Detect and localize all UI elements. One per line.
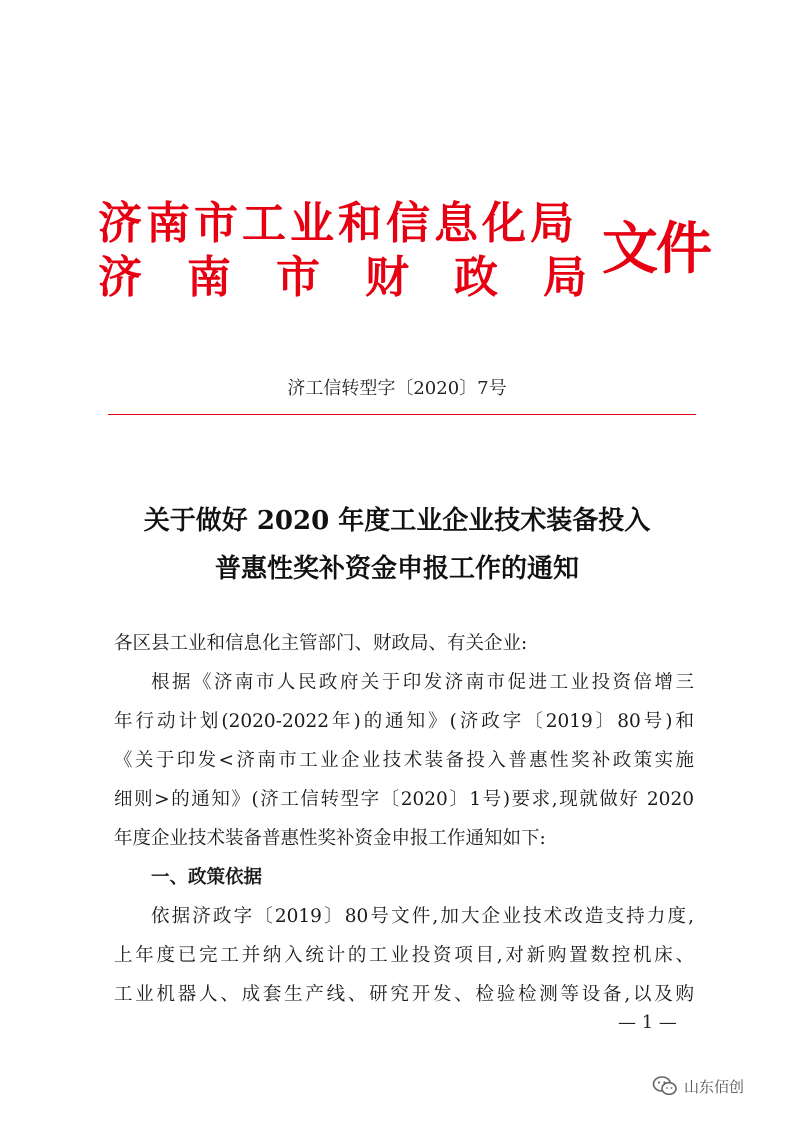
watermark-label: 山东佰创 xyxy=(684,1077,745,1096)
wechat-icon xyxy=(652,1075,678,1097)
document-body xyxy=(114,624,694,1014)
body-line: 工业机器人、成套生产线、研究开发、检验检测等设备,以及购 xyxy=(114,984,694,1005)
notice-title-line-2: 普惠性奖补资金申报工作的通知 xyxy=(214,554,579,584)
document-type: 文件 xyxy=(602,216,710,282)
body-line: 年度企业技术装备普惠性奖补资金申报工作通知如下: xyxy=(114,828,546,849)
addressee: 各区县工业和信息化主管部门、财政局、有关企业: xyxy=(114,633,528,654)
body-line: 细则>的通知》(济工信转型字〔2020〕1号)要求,现就做好 2020 xyxy=(114,789,694,810)
body-line: 年行动计划(2020-2022年)的通知》(济政字〔2019〕80号)和 xyxy=(114,711,694,732)
red-divider xyxy=(108,414,696,415)
document-number: 济工信转型字〔2020〕7号 xyxy=(287,378,507,399)
watermark xyxy=(652,1075,744,1097)
issuer-line-2: 济南市财政局 xyxy=(98,252,632,303)
page-number: — 1 — xyxy=(618,1012,677,1033)
section-heading: 一、政策依据 xyxy=(151,867,263,888)
body-line: 上年度已完工并纳入统计的工业投资项目,对新购置数控机床、 xyxy=(114,945,694,966)
body-line: 《关于印发<济南市工业企业技术装备投入普惠性奖补政策实施 xyxy=(114,750,694,771)
issuer-line-1: 济南市工业和信息化局 xyxy=(98,198,578,249)
body-line: 根据《济南市人民政府关于印发济南市促进工业投资倍增三 xyxy=(151,672,694,693)
notice-title-line-1: 关于做好 2020 年度工业企业技术装备投入 xyxy=(143,506,651,536)
body-line: 依据济政字〔2019〕80号文件,加大企业技术改造支持力度, xyxy=(151,906,694,927)
